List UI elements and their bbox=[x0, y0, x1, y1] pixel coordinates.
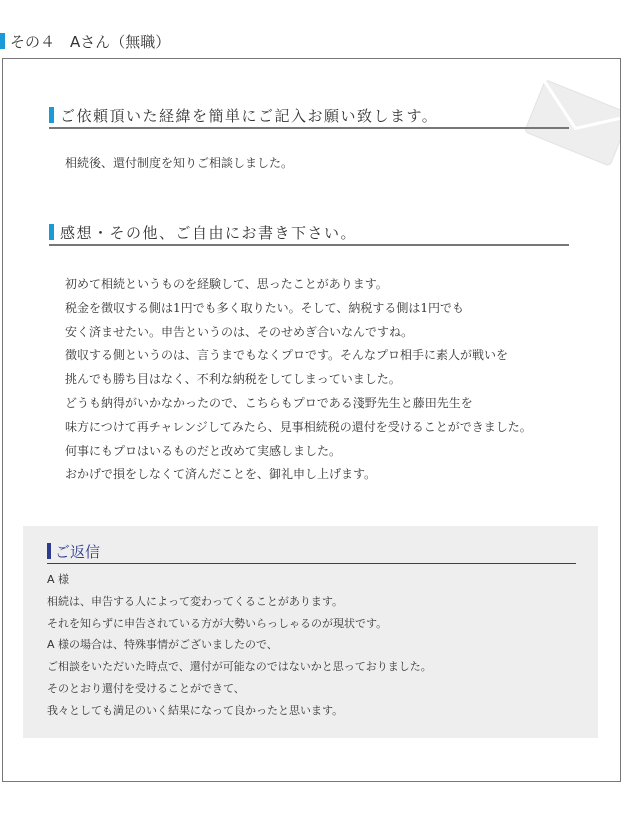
reply-accent-bar bbox=[47, 543, 51, 559]
answer-line: 初めて相続というものを経験して、思ったことがあります。 bbox=[65, 277, 388, 291]
question-1-title-text: ご依頼頂いた経緯を簡単にご記入お願い致します。 bbox=[60, 106, 439, 125]
reply-line: 相続は、申告する人によって変わってくることがあります。 bbox=[47, 594, 344, 608]
reply-title bbox=[47, 539, 576, 564]
reply-line: それを知らずに申告されている方が大勢いらっしゃるのが現状です。 bbox=[47, 616, 388, 630]
question-2-answer bbox=[65, 273, 615, 487]
answer-line: 安く済ませたい。申告というのは、そのせめぎ合いなんですね。 bbox=[65, 324, 414, 339]
question-1-title bbox=[49, 103, 569, 129]
section-accent-bar bbox=[49, 107, 54, 123]
reply-line: A 様 bbox=[47, 573, 70, 586]
answer-line: 税金を徴収する側は1円でも多く取りたい。そして、納税する側は1円でも bbox=[65, 300, 465, 315]
reply-line: A 様の場合は、特殊事情がございましたので、 bbox=[47, 638, 278, 652]
heading-accent-bar bbox=[0, 33, 5, 49]
question-2-title-text: 感想・その他、ご自由にお書き下さい。 bbox=[60, 223, 358, 242]
answer-line: 挑んでも勝ち目はなく、不利な納税をしてしまっていました。 bbox=[65, 372, 401, 387]
reply-line: 我々としても満足のいく結果になって良かったと思います。 bbox=[47, 703, 344, 717]
answer-line: 徴収する側というのは、言うまでもなくプロです。そんなプロ相手に素人が戦いを bbox=[65, 348, 509, 363]
page-heading-text: その４ Aさん（無職） bbox=[10, 32, 171, 51]
testimonial-card bbox=[2, 58, 621, 782]
reply-line: そのとおり還付を受けることができて、 bbox=[47, 681, 245, 695]
question-2-title bbox=[49, 220, 569, 246]
answer-line: 味方につけて再チャレンジしてみたら、見事相続税の還付を受けることができました。 bbox=[65, 419, 532, 434]
reply-body bbox=[47, 569, 592, 722]
question-1-answer: 相続後、還付制度を知りご相談しました。 bbox=[65, 156, 294, 170]
answer-line: おかげで損をしなくて済んだことを、御礼申し上げます。 bbox=[65, 467, 377, 482]
page-heading bbox=[0, 30, 170, 52]
answer-line: どうも納得がいかなかったので、こちらもプロである淺野先生と藤田先生を bbox=[65, 395, 473, 410]
answer-line: 何事にもプロはいるものだと改めて実感しました。 bbox=[65, 443, 342, 458]
reply-box bbox=[23, 526, 598, 738]
reply-line: ご相談をいただいた時点で、還付が可能なのではないかと思っておりました。 bbox=[47, 660, 432, 674]
reply-title-text: ご返信 bbox=[55, 542, 101, 561]
section-accent-bar bbox=[49, 224, 54, 240]
